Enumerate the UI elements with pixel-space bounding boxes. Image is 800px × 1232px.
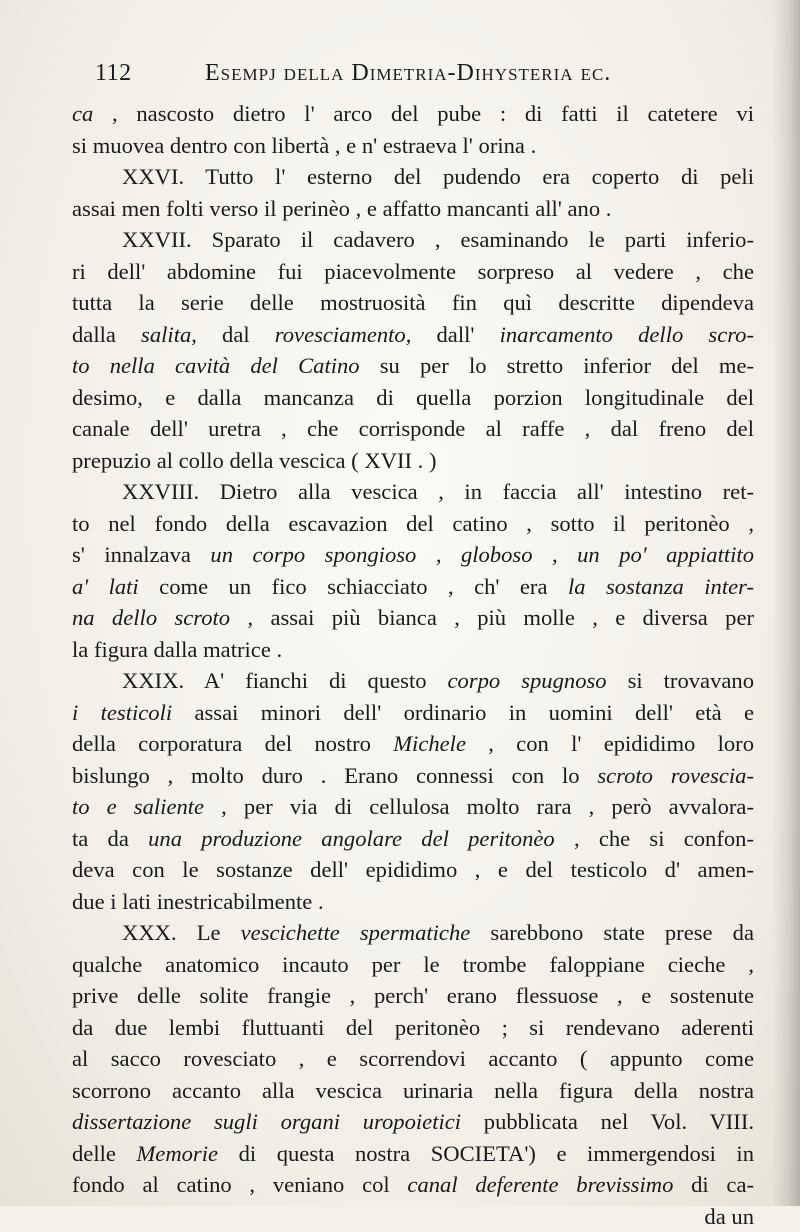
- italic-text: dissertazione sugli organi uropoietici: [72, 1109, 461, 1134]
- text-line: [72, 917, 754, 949]
- text-line: [72, 1043, 754, 1075]
- text-line: [72, 634, 754, 666]
- text-line: [72, 791, 754, 823]
- text-line: [72, 445, 754, 477]
- text-segment: qualche anatomico incauto per le trombe faloppiane cieche ,: [72, 952, 754, 977]
- text-segment: due i lati inestricabilmente .: [72, 889, 324, 914]
- text-segment: to nel fondo della escavazion del catino , sotto il peritonèo ,: [72, 511, 754, 536]
- text-segment: si muovea dentro con libertà , e n' estraeva l' orina .: [72, 133, 536, 158]
- text-segment: si trovavano: [607, 668, 754, 693]
- text-segment: dalla: [72, 322, 141, 347]
- text-line: [72, 697, 754, 729]
- text-line: [72, 949, 754, 981]
- text-segment: prepuzio al collo della vescica ( XVII . ): [72, 448, 436, 473]
- text-line: [72, 350, 754, 382]
- text-segment: , nascosto dietro l' arco del pube : di fatti il catetere vi: [93, 101, 754, 126]
- text-line: [72, 980, 754, 1012]
- text-segment: deva con le sostanze dell' epididimo , e del testicolo d' amen-: [72, 857, 754, 882]
- text-segment: come un fico schiacciato , ch' era: [139, 574, 568, 599]
- text-line: [72, 1169, 754, 1201]
- text-line: [72, 130, 754, 162]
- text-segment: assai minori dell' ordinario in uomini dell' età e: [172, 700, 754, 725]
- text-segment: XXIX. A' fianchi di questo: [122, 668, 448, 693]
- text-line: [72, 98, 754, 130]
- text-segment: pubblicata nel Vol. VIII.: [461, 1109, 754, 1134]
- italic-text: salita: [141, 322, 191, 347]
- italic-text: rovesciamento: [275, 322, 406, 347]
- italic-text: scroto rovescia-: [597, 763, 754, 788]
- text-segment: s' innalzava: [72, 542, 210, 567]
- text-segment: , che si confon-: [555, 826, 754, 851]
- text-segment: XXVII. Sparato il cadavero , esaminando le parti inferio-: [122, 227, 754, 252]
- italic-text: Memorie: [136, 1141, 218, 1166]
- text-line: [72, 224, 754, 256]
- italic-text: una produzione angolare del peritonèo: [148, 826, 555, 851]
- text-line: [72, 1138, 754, 1170]
- italic-text: to e saliente: [72, 794, 204, 819]
- text-line: [72, 1106, 754, 1138]
- text-segment: XXVIII. Dietro alla vescica , in faccia all' intestino ret-: [122, 479, 754, 504]
- text-segment: da due lembi fluttuanti del peritonèo ; si rendevano aderenti: [72, 1015, 754, 1040]
- text-segment: delle: [72, 1141, 136, 1166]
- text-line: [72, 256, 754, 288]
- text-line: [72, 1201, 754, 1232]
- text-segment: canale dell' uretra , che corrisponde al raffe , dal freno del: [72, 416, 754, 441]
- text-segment: , assai più bianca , più molle , e diversa per: [230, 605, 754, 630]
- text-segment: bislungo , molto duro . Erano connessi con lo: [72, 763, 597, 788]
- italic-text: Michele: [393, 731, 466, 756]
- text-segment: fondo al catino , veniano col: [72, 1172, 407, 1197]
- page-number: 112: [95, 60, 132, 87]
- text-line: [72, 161, 754, 193]
- text-line: [72, 287, 754, 319]
- italic-text: to nella cavità del Catino: [72, 353, 360, 378]
- text-segment: di questa nostra SOCIETA') e immergendosi in: [218, 1141, 754, 1166]
- text-line: [72, 508, 754, 540]
- text-segment: prive delle solite frangie , perch' erano flessuose , e sostenute: [72, 983, 754, 1008]
- text-line: [72, 728, 754, 760]
- text-segment: della corporatura del nostro: [72, 731, 393, 756]
- page-edge-shadow: [772, 0, 800, 1206]
- text-segment: , dall': [406, 322, 500, 347]
- text-segment: la figura dalla matrice .: [72, 637, 282, 662]
- text-line: [72, 760, 754, 792]
- italic-text: a' lati: [72, 574, 139, 599]
- text-line: [72, 886, 754, 918]
- text-line: [72, 665, 754, 697]
- text-segment: , per via di cellulosa molto rara , però avvalora-: [204, 794, 754, 819]
- italic-text: corpo spugnoso: [448, 668, 607, 693]
- text-segment: , dal: [191, 322, 275, 347]
- text-segment: , con l' epididimo loro: [466, 731, 754, 756]
- text-segment: tutta la serie delle mostruosità fin quì descritte dipendeva: [72, 290, 754, 315]
- text-segment: su per lo stretto inferior del me-: [360, 353, 754, 378]
- text-segment: da un: [704, 1204, 754, 1229]
- text-line: [72, 1075, 754, 1107]
- italic-text: inarcamento dello scro-: [500, 322, 754, 347]
- text-line: [72, 319, 754, 351]
- text-segment: al sacco rovesciato , e scorrendovi accanto ( appunto come: [72, 1046, 754, 1071]
- running-header: [95, 60, 735, 98]
- body-text: [72, 98, 754, 1232]
- text-line: [72, 602, 754, 634]
- italic-text: na dello scroto: [72, 605, 230, 630]
- italic-text: un corpo spongioso , globoso , un po' appiattito: [210, 542, 754, 567]
- text-segment: ri dell' abdomine fui piacevolmente sorpreso al vedere , che: [72, 259, 754, 284]
- italic-text: i testicoli: [72, 700, 172, 725]
- italic-text: la sostanza inter-: [568, 574, 754, 599]
- italic-text: canal deferente brevissimo: [407, 1172, 673, 1197]
- text-line: [72, 854, 754, 886]
- text-line: [72, 382, 754, 414]
- text-segment: di ca-: [673, 1172, 754, 1197]
- running-title: Esempj della Dimetria-Dihysteria ec.: [205, 60, 611, 87]
- text-segment: XXX. Le: [122, 920, 241, 945]
- text-line: [72, 571, 754, 603]
- text-line: [72, 823, 754, 855]
- text-line: [72, 413, 754, 445]
- text-segment: XXVI. Tutto l' esterno del pudendo era coperto di peli: [122, 164, 754, 189]
- text-line: [72, 1012, 754, 1044]
- text-segment: assai men folti verso il perinèo , e affatto mancanti all' ano .: [72, 196, 611, 221]
- italic-text: ca: [72, 101, 93, 126]
- text-segment: sarebbono state prese da: [470, 920, 754, 945]
- text-line: [72, 476, 754, 508]
- text-segment: desimo, e dalla mancanza di quella porzion longitudinale del: [72, 385, 754, 410]
- text-segment: ta da: [72, 826, 148, 851]
- text-segment: scorrono accanto alla vescica urinaria nella figura della nostra: [72, 1078, 754, 1103]
- text-line: [72, 193, 754, 225]
- italic-text: vescichette spermatiche: [241, 920, 471, 945]
- text-line: [72, 539, 754, 571]
